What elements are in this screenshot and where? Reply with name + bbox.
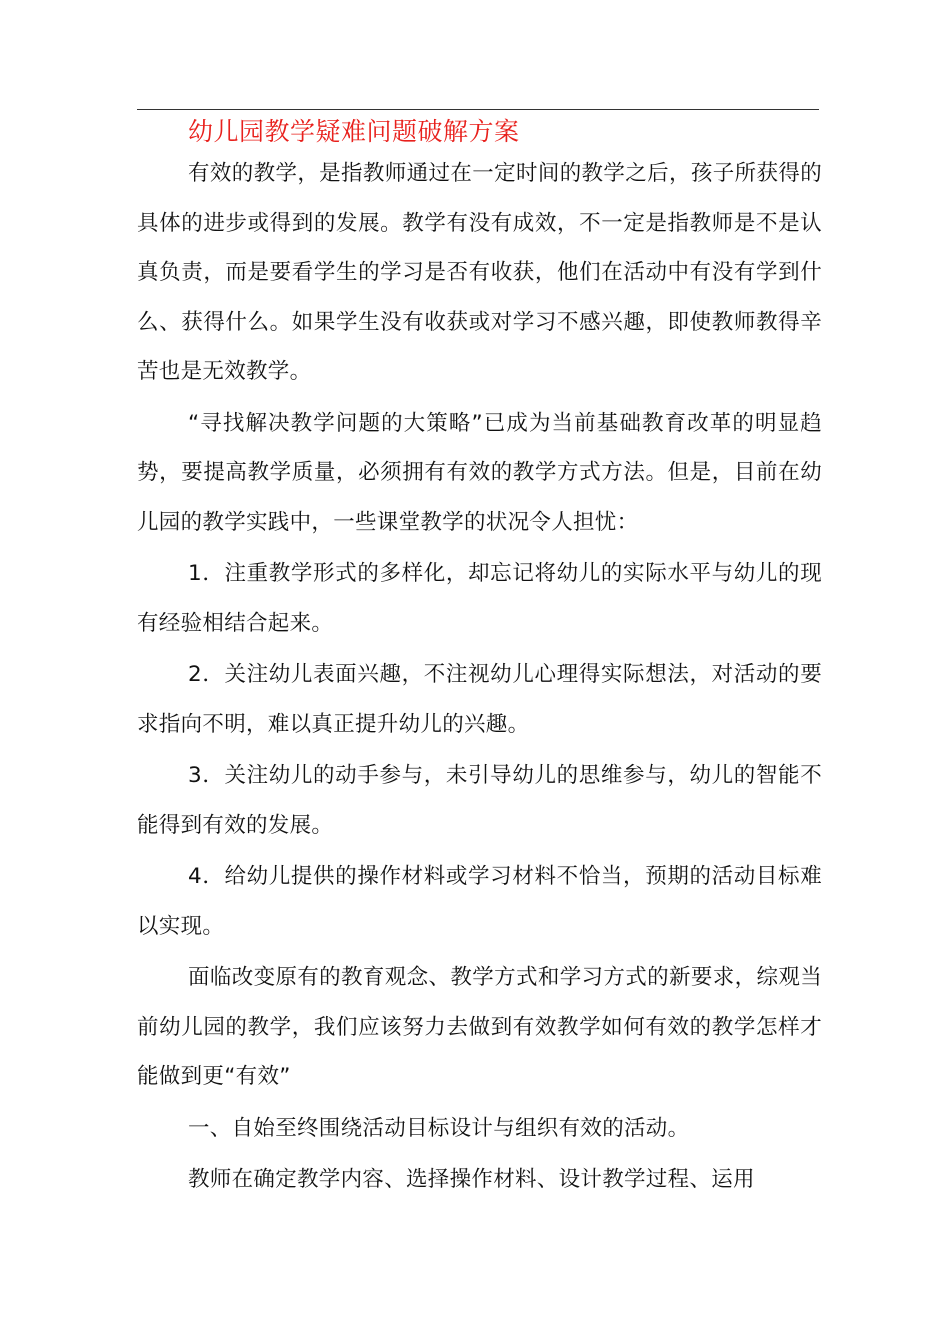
document-body <box>137 149 822 1207</box>
section-heading-1: 一、自始至终围绕活动目标设计与组织有效的活动。 <box>188 1115 690 1141</box>
paragraph-section-1-body: 教师在确定教学内容、选择操作材料、设计教学过程、运用 <box>188 1167 755 1192</box>
paragraph-new-requirements: 面临改变原有的教育观念、教学方式和学习方式的新要求，综观当前幼儿园的教学，我们应该努力去做到有效教学如何有效的教学怎样才能做到更“有效” <box>137 965 822 1089</box>
list-item-3: 3．关注幼儿的动手参与，未引导幼儿的思维参与，幼儿的智能不能得到有效的发展。 <box>137 763 822 838</box>
paragraph-effective-teaching: 有效的教学，是指教师通过在一定时间的教学之后，孩子所获得的具体的进步或得到的发展。教学有没有成效，不一定是指教师是不是认真负责，而是要看学生的学习是否有收获，他们在活动中有没有学到什么、获得什么。如果学生没有收获或对学习不感兴趣，即使教师教得辛苦也是无效教学。 <box>137 161 822 384</box>
list-item-1: 1．注重教学形式的多样化，却忘记将幼儿的实际水平与幼儿的现有经验相结合起来。 <box>137 561 822 636</box>
list-item-4: 4．给幼儿提供的操作材料或学习材料不恰当，预期的活动目标难以实现。 <box>137 864 822 939</box>
list-item-2: 2．关注幼儿表面兴趣，不注视幼儿心理得实际想法，对活动的要求指向不明，难以真正提升幼儿的兴趣。 <box>137 662 822 737</box>
header-rule <box>137 109 819 110</box>
paragraph-strategy-trend: “寻找解决教学问题的大策略”已成为当前基础教育改革的明显趋势，要提高教学质量，必须拥有有效的教学方式方法。但是，目前在幼儿园的教学实践中，一些课堂教学的状况令人担忧： <box>137 410 822 535</box>
document-title: 幼儿园教学疑难问题破解方案 <box>188 117 520 146</box>
